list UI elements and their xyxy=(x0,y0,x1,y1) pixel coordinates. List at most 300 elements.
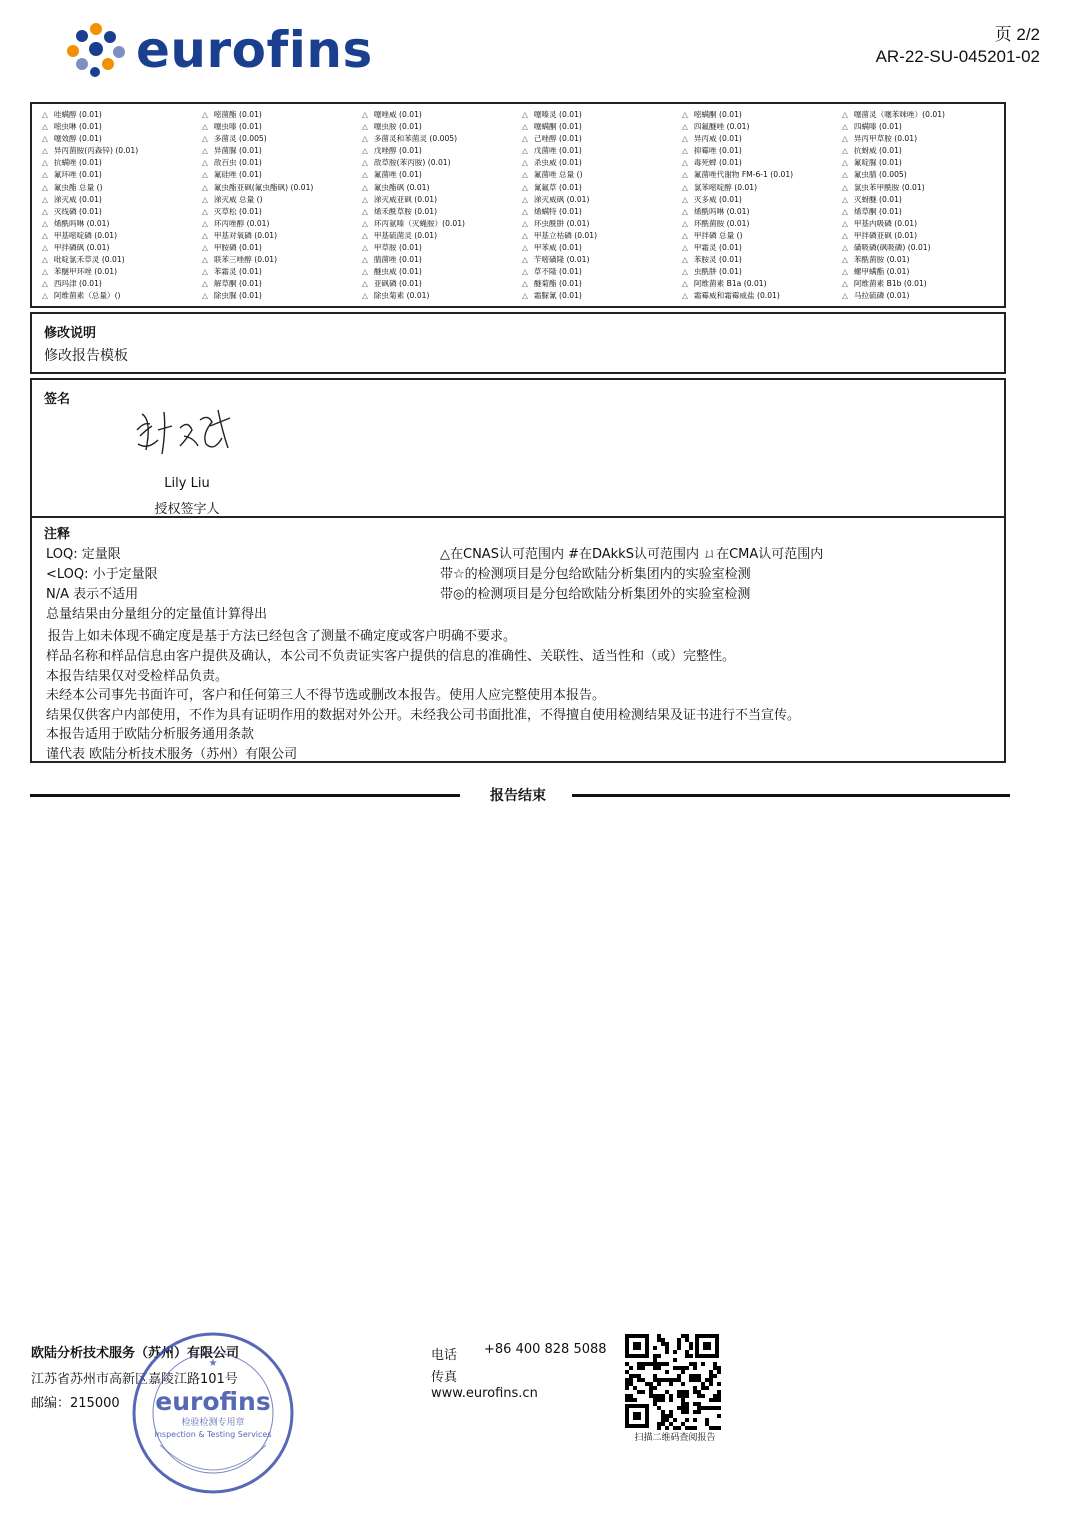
cnas-triangle-icon: △ xyxy=(42,267,48,277)
analyte-label: 氟啶脲 (0.01) xyxy=(853,158,902,168)
cnas-triangle-icon: △ xyxy=(522,291,528,301)
note-left: N/A 表示不适用 xyxy=(46,587,139,602)
analyte-item xyxy=(202,242,362,254)
cnas-triangle-icon: △ xyxy=(362,206,368,216)
analyte-label: 氟菌唑 总量 () xyxy=(533,170,583,180)
notes-title: 注释 xyxy=(44,527,71,542)
signer-name: Lily Liu xyxy=(164,476,210,491)
analyte-item xyxy=(522,266,682,278)
analyte-item xyxy=(522,194,682,206)
analyte-label: 涕灭威 总量 () xyxy=(213,194,263,204)
analyte-item xyxy=(682,182,842,194)
cnas-triangle-icon: △ xyxy=(42,170,48,180)
website-link[interactable]: www.eurofins.cn xyxy=(431,1386,538,1401)
analyte-item xyxy=(362,206,522,218)
revision-text: 修改报告模板 xyxy=(44,348,128,364)
analyte-label: 敌百虫 (0.01) xyxy=(213,158,262,168)
analyte-label: 氯苯嘧啶醇 (0.01) xyxy=(693,182,758,192)
note-left: LOQ: 定量限 xyxy=(46,547,121,562)
analyte-item xyxy=(202,157,362,169)
analyte-item xyxy=(842,206,992,218)
analyte-label: 四螨嗪 (0.01) xyxy=(853,122,902,132)
eurofins-logo xyxy=(66,20,373,80)
analyte-label: 己唑醇 (0.01) xyxy=(533,134,582,144)
cnas-triangle-icon: △ xyxy=(42,218,48,228)
cnas-triangle-icon: △ xyxy=(202,158,208,168)
analyte-item xyxy=(842,194,992,206)
analyte-item xyxy=(202,206,362,218)
cnas-triangle-icon: △ xyxy=(842,243,848,253)
cnas-triangle-icon: △ xyxy=(362,134,368,144)
analyte-label: 苯霜灵 (0.01) xyxy=(213,267,262,277)
analyte-label: 抗螨唑 (0.01) xyxy=(53,158,102,168)
note-body: 样品名称和样品信息由客户提供及确认，本公司不负责证实客户提供的信息的准确性、关联性、适当性和（或）完整性。 xyxy=(46,649,736,664)
analyte-label: 苄嘧磺隆 (0.01) xyxy=(533,255,590,265)
analyte-label: 阿维菌素（总量）() xyxy=(53,291,121,301)
analyte-label: 苯醚甲环唑 (0.01) xyxy=(53,267,118,277)
analyte-label: 异菌脲 (0.01) xyxy=(213,146,262,156)
cnas-triangle-icon: △ xyxy=(202,146,208,156)
cnas-triangle-icon: △ xyxy=(682,206,688,216)
cnas-triangle-icon: △ xyxy=(842,291,848,301)
analyte-item xyxy=(42,254,202,266)
analyte-label: 氟虫腈 (0.005) xyxy=(853,170,907,180)
analyte-item xyxy=(522,121,682,133)
analyte-label: 氟虫酯 总量 () xyxy=(53,182,103,192)
note-left: 总量结果由分量组分的定量值计算得出 xyxy=(46,607,268,622)
note-body: 谨代表 欧陆分析技术服务（苏州）有限公司 xyxy=(46,747,298,762)
analyte-label: 亚砜磷 (0.01) xyxy=(373,279,422,289)
analyte-label: 涕灭威 (0.01) xyxy=(53,194,102,204)
cnas-triangle-icon: △ xyxy=(522,110,528,119)
analyte-label: 腈菌唑 (0.01) xyxy=(373,255,422,265)
analyte-item xyxy=(842,242,992,254)
cnas-triangle-icon: △ xyxy=(522,206,528,216)
analyte-item xyxy=(42,266,202,278)
analyte-label: 阿维菌素 B1a (0.01) xyxy=(693,279,767,289)
analyte-label: 甲苯威 (0.01) xyxy=(533,243,582,253)
cnas-triangle-icon: △ xyxy=(682,122,688,132)
analyte-label: 灭草松 (0.01) xyxy=(213,206,262,216)
analyte-item xyxy=(842,145,992,157)
note-body: 结果仅供客户内部使用，不作为具有证明作用的数据对外公开。未经我公司书面批准，不得擅自使用检测结果及证书进行不当宣传。 xyxy=(46,708,801,723)
analyte-label: 环丙氨嗪（灭蝇胺）(0.01) xyxy=(373,218,466,228)
analyte-item xyxy=(842,278,992,290)
analyte-label: 嘧虫啉 (0.01) xyxy=(53,122,102,132)
analyte-item xyxy=(842,266,992,278)
analyte-item xyxy=(522,157,682,169)
analyte-label: 异丙菌胺(丙森锌) (0.01) xyxy=(53,146,139,156)
analyte-label: 苯酰菌胺 (0.01) xyxy=(853,255,910,265)
end-of-report: 报告结束 xyxy=(490,788,546,804)
analyte-item xyxy=(202,290,362,302)
analyte-item xyxy=(842,218,992,230)
note-right: 带☆的检测项目是分包给欧陆分析集团内的实验室检测 xyxy=(440,567,751,582)
analyte-item xyxy=(362,194,522,206)
analyte-item xyxy=(842,109,992,121)
analyte-item xyxy=(42,169,202,181)
analyte-label: 甲拌磷砜 (0.01) xyxy=(53,243,110,253)
cnas-triangle-icon: △ xyxy=(362,158,368,168)
cnas-triangle-icon: △ xyxy=(522,267,528,277)
analyte-label: 甲拌磷 总量 () xyxy=(693,230,743,240)
analyte-item xyxy=(842,290,992,302)
analyte-label: 噻虫胺 (0.01) xyxy=(373,122,422,132)
analyte-label: 灭蚜醚 (0.01) xyxy=(853,194,902,204)
cnas-triangle-icon: △ xyxy=(42,206,48,216)
analyte-item xyxy=(522,290,682,302)
notes-section xyxy=(30,517,1006,763)
analyte-label: 苯胺灵 (0.01) xyxy=(693,255,742,265)
analyte-item xyxy=(362,121,522,133)
analyte-label: 噻唑威 (0.01) xyxy=(373,110,422,119)
cnas-triangle-icon: △ xyxy=(522,218,528,228)
analyte-item xyxy=(42,206,202,218)
analyte-item xyxy=(682,121,842,133)
cnas-triangle-icon: △ xyxy=(842,230,848,240)
analyte-item xyxy=(42,242,202,254)
analyte-item xyxy=(522,182,682,194)
cnas-triangle-icon: △ xyxy=(682,218,688,228)
analyte-label: 氟菌唑代谢物 FM-6-1 (0.01) xyxy=(693,170,794,180)
revision-section xyxy=(30,312,1006,374)
analyte-item xyxy=(682,254,842,266)
cnas-triangle-icon: △ xyxy=(42,194,48,204)
cnas-triangle-icon: △ xyxy=(522,194,528,204)
analyte-item xyxy=(842,133,992,145)
svg-text:Inspection & Testing Services: Inspection & Testing Services xyxy=(154,1430,272,1439)
analyte-label: 灭线磷 (0.01) xyxy=(53,206,102,216)
cnas-triangle-icon: △ xyxy=(522,170,528,180)
analyte-label: 抗蚜威 (0.01) xyxy=(853,146,902,156)
analyte-item xyxy=(202,121,362,133)
analyte-item xyxy=(682,194,842,206)
analyte-item xyxy=(42,109,202,121)
analyte-item xyxy=(842,254,992,266)
cnas-triangle-icon: △ xyxy=(202,255,208,265)
cnas-triangle-icon: △ xyxy=(362,194,368,204)
signature-section xyxy=(30,378,1006,518)
analyte-item xyxy=(522,133,682,145)
cnas-triangle-icon: △ xyxy=(522,146,528,156)
cnas-triangle-icon: △ xyxy=(202,110,208,119)
cnas-triangle-icon: △ xyxy=(42,158,48,168)
analyte-item xyxy=(202,254,362,266)
analyte-label: 抑霉唑 (0.01) xyxy=(693,146,742,156)
cnas-triangle-icon: △ xyxy=(202,243,208,253)
cnas-triangle-icon: △ xyxy=(202,218,208,228)
analyte-label: 霜脲氰 (0.01) xyxy=(533,291,582,301)
analyte-label: 哇螨醇 (0.01) xyxy=(53,110,102,119)
analyte-label: 烯禾酰草胺 (0.01) xyxy=(373,206,438,216)
cnas-triangle-icon: △ xyxy=(522,158,528,168)
analyte-label: 杀虫威 (0.01) xyxy=(533,158,582,168)
cnas-triangle-icon: △ xyxy=(202,134,208,144)
cnas-triangle-icon: △ xyxy=(202,182,208,192)
analyte-item xyxy=(842,121,992,133)
analyte-item xyxy=(682,157,842,169)
analyte-item xyxy=(202,169,362,181)
analyte-label: 甲拌磷亚砜 (0.01) xyxy=(853,230,918,240)
analyte-label: 噻菌灵（噻苯咪唑）(0.01) xyxy=(853,110,946,119)
cnas-triangle-icon: △ xyxy=(682,194,688,204)
analyte-item xyxy=(522,230,682,242)
analyte-item xyxy=(42,121,202,133)
analyte-label: 甲基硫菌灵 (0.01) xyxy=(373,230,438,240)
analyte-item xyxy=(682,290,842,302)
cnas-triangle-icon: △ xyxy=(522,134,528,144)
analyte-label: 阿维菌素 B1b (0.01) xyxy=(853,279,927,289)
phone-number: +86 400 828 5088 xyxy=(484,1342,607,1357)
analyte-label: 西玛津 (0.01) xyxy=(53,279,102,289)
analyte-label: 马拉硫磷 (0.01) xyxy=(853,291,910,301)
analyte-item xyxy=(362,109,522,121)
cnas-triangle-icon: △ xyxy=(42,230,48,240)
analyte-label: 氯虫苯甲酰胺 (0.01) xyxy=(853,182,925,192)
cnas-triangle-icon: △ xyxy=(682,243,688,253)
analyte-item xyxy=(522,169,682,181)
analyte-label: 毒死蜱 (0.01) xyxy=(693,158,742,168)
cnas-triangle-icon: △ xyxy=(842,194,848,204)
analyte-item xyxy=(362,242,522,254)
note-right: 带◎的检测项目是分包给欧陆分析集团外的实验室检测 xyxy=(440,587,751,602)
analyte-item xyxy=(202,182,362,194)
analyte-item xyxy=(522,254,682,266)
analyte-label: 嘧菌酯 (0.01) xyxy=(213,110,262,119)
analyte-label: 甲基嘧啶磷 (0.01) xyxy=(53,230,118,240)
analyte-label: 多菌灵 (0.005) xyxy=(213,134,267,144)
analyte-item xyxy=(362,133,522,145)
cnas-triangle-icon: △ xyxy=(842,279,848,289)
cnas-triangle-icon: △ xyxy=(682,134,688,144)
cnas-triangle-icon: △ xyxy=(202,230,208,240)
note-left: <LOQ: 小于定量限 xyxy=(46,567,158,582)
analyte-item xyxy=(362,169,522,181)
svg-text:★: ★ xyxy=(208,1358,218,1369)
analyte-item xyxy=(682,266,842,278)
analyte-label: 螺甲螨酯 (0.01) xyxy=(853,267,910,277)
cnas-triangle-icon: △ xyxy=(42,122,48,132)
analyte-item xyxy=(682,169,842,181)
analyte-label: 噻螨酮 (0.01) xyxy=(533,122,582,132)
analyte-item xyxy=(202,278,362,290)
page-info xyxy=(876,24,1040,68)
analyte-item xyxy=(202,218,362,230)
qr-caption: 扫描二维码查阅报告 xyxy=(634,1433,716,1443)
analyte-label: 除虫脲 (0.01) xyxy=(213,291,262,301)
company-seal-icon xyxy=(130,1330,296,1496)
analyte-label: 甲基内吸磷 (0.01) xyxy=(853,218,918,228)
analyte-item xyxy=(682,133,842,145)
phone-label: 电话 xyxy=(431,1348,458,1363)
cnas-triangle-icon: △ xyxy=(42,243,48,253)
analyte-label: 多菌灵和苯菌灵 (0.005) xyxy=(373,134,458,144)
analyte-item xyxy=(522,218,682,230)
cnas-triangle-icon: △ xyxy=(522,243,528,253)
cnas-triangle-icon: △ xyxy=(682,230,688,240)
cnas-triangle-icon: △ xyxy=(42,182,48,192)
cnas-triangle-icon: △ xyxy=(842,255,848,265)
analyte-item xyxy=(362,157,522,169)
cnas-triangle-icon: △ xyxy=(42,255,48,265)
analyte-label: 环虫酰肼 (0.01) xyxy=(533,218,590,228)
analyte-label: 戊菌唑 (0.01) xyxy=(533,146,582,156)
analyte-label: 烯草酮 (0.01) xyxy=(853,206,902,216)
cnas-triangle-icon: △ xyxy=(682,279,688,289)
analyte-item xyxy=(42,194,202,206)
analyte-item xyxy=(42,157,202,169)
analyte-label: 异丙威 (0.01) xyxy=(693,134,742,144)
analyte-item xyxy=(522,206,682,218)
cnas-triangle-icon: △ xyxy=(682,146,688,156)
analyte-item xyxy=(682,242,842,254)
cnas-triangle-icon: △ xyxy=(202,267,208,277)
note-body: 未经本公司事先书面许可，客户和任何第三人不得节选或删改本报告。使用人应完整使用本报告。 xyxy=(46,688,606,703)
footer-company: 欧陆分析技术服务（苏州）有限公司 xyxy=(31,1346,240,1361)
signer-role: 授权签字人 xyxy=(154,502,220,517)
cnas-triangle-icon: △ xyxy=(522,255,528,265)
page-number: 页 2/2 xyxy=(994,25,1040,44)
cnas-triangle-icon: △ xyxy=(202,291,208,301)
cnas-triangle-icon: △ xyxy=(842,218,848,228)
analyte-label: 噻嗪灵 (0.01) xyxy=(533,110,582,119)
analyte-item xyxy=(362,145,522,157)
analyte-label: 甲霜灵 (0.01) xyxy=(693,243,742,253)
cnas-triangle-icon: △ xyxy=(682,170,688,180)
analyte-label: 氟菌唑 (0.01) xyxy=(373,170,422,180)
cnas-triangle-icon: △ xyxy=(362,146,368,156)
analyte-label: 异丙甲草胺 (0.01) xyxy=(853,134,918,144)
cnas-triangle-icon: △ xyxy=(842,267,848,277)
cnas-triangle-icon: △ xyxy=(842,158,848,168)
signature-title: 签名 xyxy=(44,392,71,407)
cnas-triangle-icon: △ xyxy=(202,170,208,180)
analyte-label: 噻效醇 (0.01) xyxy=(53,134,102,144)
cnas-triangle-icon: △ xyxy=(202,206,208,216)
note-right: △在CNAS认可范围内 #在DAkkS认可范围内 ㄩ在CMA认可范围内 xyxy=(440,547,824,562)
analyte-label: 吡啶氯禾草灵 (0.01) xyxy=(53,255,125,265)
analyte-item xyxy=(362,254,522,266)
fax-label: 传真 xyxy=(431,1370,458,1385)
analyte-item xyxy=(842,230,992,242)
analyte-item xyxy=(42,278,202,290)
footer-address: 江苏省苏州市高新区嘉陵江路101号 xyxy=(31,1372,238,1387)
cnas-triangle-icon: △ xyxy=(362,122,368,132)
cnas-triangle-icon: △ xyxy=(362,218,368,228)
cnas-triangle-icon: △ xyxy=(362,267,368,277)
analyte-item xyxy=(522,109,682,121)
analyte-label: 涕灭威砜 (0.01) xyxy=(533,194,590,204)
cnas-triangle-icon: △ xyxy=(842,134,848,144)
analyte-item xyxy=(42,182,202,194)
analyte-item xyxy=(362,290,522,302)
cnas-triangle-icon: △ xyxy=(842,170,848,180)
cnas-triangle-icon: △ xyxy=(682,182,688,192)
analyte-label: 氟硅唑 (0.01) xyxy=(213,170,262,180)
analyte-label: 甲基立枯磷 (0.01) xyxy=(533,230,598,240)
analyte-item xyxy=(202,266,362,278)
analyte-label: 甲草胺 (0.01) xyxy=(373,243,422,253)
cnas-triangle-icon: △ xyxy=(42,134,48,144)
analyte-label: 联苯三唑醇 (0.01) xyxy=(213,255,278,265)
cnas-triangle-icon: △ xyxy=(202,122,208,132)
handwritten-signature xyxy=(132,400,242,460)
cnas-triangle-icon: △ xyxy=(682,110,688,119)
cnas-triangle-icon: △ xyxy=(42,279,48,289)
analyte-label: 四氟醚唑 (0.01) xyxy=(693,122,750,132)
analyte-label: 甲基对氧磷 (0.01) xyxy=(213,230,278,240)
analyte-item xyxy=(682,278,842,290)
cnas-triangle-icon: △ xyxy=(682,255,688,265)
note-body: 本报告适用于欧陆分析服务通用条款 xyxy=(46,727,255,742)
analyte-item xyxy=(522,278,682,290)
analyte-label: 除虫菊素 (0.01) xyxy=(373,291,430,301)
cnas-triangle-icon: △ xyxy=(362,110,368,119)
analyte-label: 环酰菌胺 (0.01) xyxy=(693,218,750,228)
analyte-item xyxy=(42,290,202,302)
analyte-item xyxy=(202,145,362,157)
analyte-item xyxy=(682,218,842,230)
analyte-label: 烯螨特 (0.01) xyxy=(533,206,582,216)
revision-title: 修改说明 xyxy=(44,326,97,341)
cnas-triangle-icon: △ xyxy=(362,279,368,289)
cnas-triangle-icon: △ xyxy=(362,230,368,240)
svg-text:检验检测专用章: 检验检测专用章 xyxy=(181,1418,245,1428)
cnas-triangle-icon: △ xyxy=(682,158,688,168)
note-body: 报告上如未体现不确定度是基于方法已经包含了测量不确定度或客户明确不要求。 xyxy=(48,629,517,644)
analyte-label: 嘧螨酮 (0.01) xyxy=(693,110,742,119)
analyte-item xyxy=(42,230,202,242)
analyte-item xyxy=(42,133,202,145)
cnas-triangle-icon: △ xyxy=(682,267,688,277)
analyte-label: 解草酮 (0.01) xyxy=(213,279,262,289)
analyte-label: 虫酰肼 (0.01) xyxy=(693,267,742,277)
cnas-triangle-icon: △ xyxy=(522,279,528,289)
cnas-triangle-icon: △ xyxy=(362,182,368,192)
analyte-label: 烯酰吗啉 (0.01) xyxy=(53,218,110,228)
cnas-triangle-icon: △ xyxy=(42,291,48,301)
analyte-label: 磺吸磷(砜吸磷) (0.01) xyxy=(853,243,931,253)
analyte-item xyxy=(362,230,522,242)
svg-text:eurofins: eurofins xyxy=(155,1387,271,1416)
analyte-item xyxy=(42,218,202,230)
analyte-label: 氟虫酯亚砜(氟虫酯砜) (0.01) xyxy=(213,182,314,192)
note-body: 本报告结果仅对受检样品负责。 xyxy=(46,669,229,684)
analyte-item xyxy=(842,169,992,181)
analyte-item xyxy=(522,145,682,157)
cnas-triangle-icon: △ xyxy=(842,206,848,216)
cnas-triangle-icon: △ xyxy=(842,182,848,192)
cnas-triangle-icon: △ xyxy=(522,182,528,192)
analytes-grid xyxy=(42,109,998,303)
footer-zip: 邮编：215000 xyxy=(31,1396,120,1411)
analyte-label: 噻虫嗪 (0.01) xyxy=(213,122,262,132)
cnas-triangle-icon: △ xyxy=(362,170,368,180)
analyte-label: 灭多威 (0.01) xyxy=(693,194,742,204)
cnas-triangle-icon: △ xyxy=(522,230,528,240)
cnas-triangle-icon: △ xyxy=(362,255,368,265)
analyte-label: 敌草胺(苯丙胺) (0.01) xyxy=(373,158,451,168)
analyte-item xyxy=(362,266,522,278)
analyte-item xyxy=(362,182,522,194)
cnas-triangle-icon: △ xyxy=(362,243,368,253)
cnas-triangle-icon: △ xyxy=(522,122,528,132)
analyte-item xyxy=(842,157,992,169)
report-number: AR-22-SU-045201-02 xyxy=(875,47,1040,66)
eurofins-dots-icon xyxy=(66,22,128,78)
analyte-item xyxy=(362,218,522,230)
qr-code-icon[interactable] xyxy=(623,1332,721,1430)
